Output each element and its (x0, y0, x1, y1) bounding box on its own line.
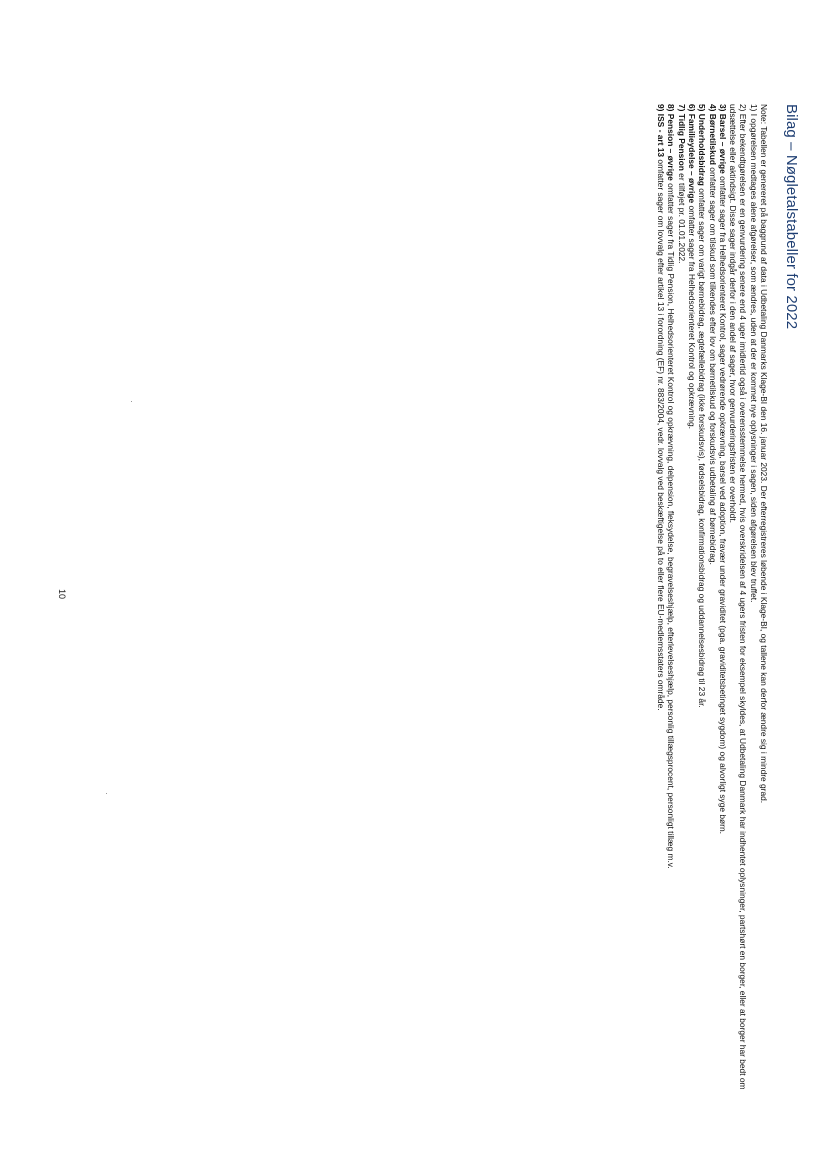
note-8-text: omfatter sager fra Tidlig Pension, Helhedsorienteret Kontrol og opkrævning, delpension, fleksydelse, begravelseshjælp, efterlevelseshjælp, personlig tillægsprocent, personligt tillæg m.v. (666, 180, 677, 869)
note-9 (656, 104, 666, 1114)
scan-speck (131, 401, 132, 402)
note-8 (666, 104, 676, 1114)
note-4-label: 4) Børnetilskud (707, 104, 718, 165)
note-6-text: omfatter sager fra Helhedsorienteret Kontrol og opkrævning. (686, 203, 697, 429)
note-7 (676, 104, 686, 1114)
scan-speck (106, 793, 107, 794)
note-intro: Note: Tabellen er genereret på baggrund af data i Udbetaling Danmarks Klage-BI den 16. januar 2023. Der efterregistreres løbende i Klage-BI, og tallene kan derfor ændre sig i mindre grad. (759, 104, 769, 804)
note-2: 2) Efter bekendtgørelsen er en genvurdering senere end 4 uger imidlertid også i overensstemmelse hermed, hvis overskridelsen af 4 ugers fristen for eksempel skyldes, at Udbetaling Danmark har indhentet oplysninger, partshørt en borger, eller at borger har bedt om udsættelse eller aktindsigt. Disse sager indgår derfor i den andel af sager, hvor genvurderingsfristen er overholdt. (728, 104, 749, 1090)
note-5-label: 5) Underholdsbidrag (697, 104, 708, 186)
note-6 (687, 104, 697, 1114)
note-1: 1) I opgørelsen medtages alene afgørelser, som ændres, uden at der er kommet nye oplysninger i sagen, siden afgørelsen blev truffet. (748, 104, 759, 603)
note-7-label: 7) Tidlig Pension (676, 104, 687, 171)
notes-block (656, 104, 769, 1114)
note-5 (697, 104, 707, 1114)
note-6-label: 6) Familieydelse – øvrige (686, 104, 697, 204)
note-9-label: 9) ISS - art 13 (656, 104, 667, 158)
note-7-text: er tilføjet pr. 01.01.2022. (676, 170, 687, 264)
rotated-page-content (656, 104, 800, 1114)
note-8-label: 8) Pension – øvrige (666, 104, 677, 181)
note-4 (707, 104, 717, 1114)
page-number: 10 (57, 589, 67, 600)
page-title: Bilag – Nøgletalstabeller for 2022 (783, 104, 800, 330)
note-9-text: omfatter sager om lovvalg efter artikel 13 i forordning (EF) nr. 883/2004, vedr. lovvalg ved beskæftigelse på to eller flere EU-medlemsstaters område. (656, 157, 667, 711)
note-3-label: 3) Barsel – øvrige (717, 104, 728, 174)
note-5-text: omfatter sager om varigt børnebidrag, ægtefællebidrag (ikke forskudsvis), fødselsbidrag, konfirmationsbidrag og uddannelsesbidrag til 23 år. (697, 185, 708, 708)
note-3-text: omfatter sager fra Helhedsorienteret Kontrol, sager vedrørende opkrævning, barsel ved adoption, fravær under graviditet (pga. graviditetsbetinget sygdom) og alvorligt syge børn. (717, 173, 728, 834)
note-3 (718, 104, 728, 1114)
note-4-text: omfatter sager om tilskud som tilkendes efter lov om børnetilskud og forskudsvis udbetaling af børnebidrag. (707, 164, 718, 565)
